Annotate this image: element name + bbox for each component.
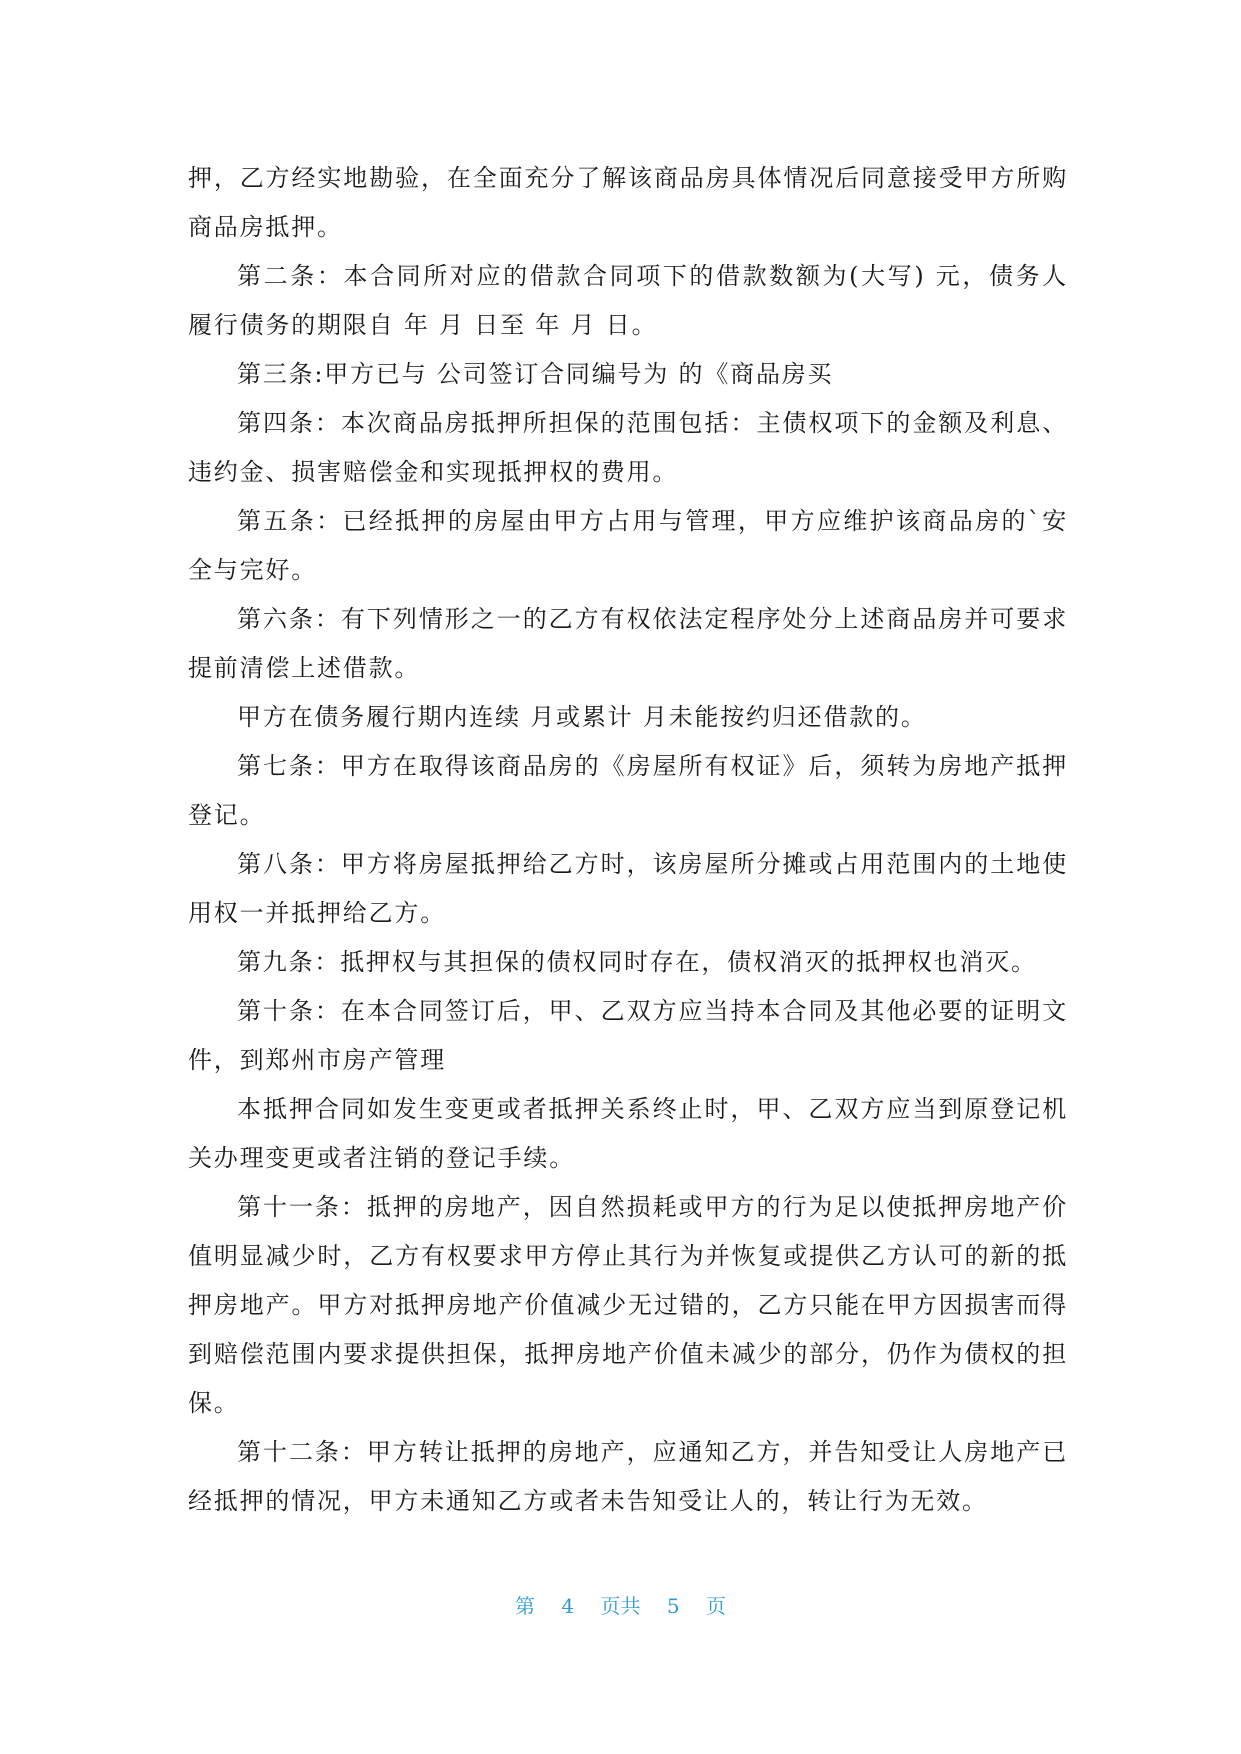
- footer-label-middle: 页共: [600, 1594, 641, 1618]
- paragraph: 第九条：抵押权与其担保的债权同时存在，债权消灭的抵押权也消灭。: [237, 948, 1037, 976]
- paragraph: 第四条：本次商品房抵押所担保的范围包括：主债权项下的金额及利息、违约金、损害赔偿金和实现抵押权的费用。: [188, 409, 1068, 486]
- paragraph: 第三条:甲方已与 公司签订合同编号为 的《商品房买: [237, 360, 834, 388]
- page-footer: [0, 1590, 1241, 1619]
- total-pages-number: 5: [666, 1594, 680, 1618]
- paragraph: 第十二条：甲方转让抵押的房地产，应通知乙方，并告知受让人房地产已经抵押的情况，甲方未通知乙方或者未告知受让人的，转让行为无效。: [188, 1438, 1068, 1515]
- paragraph: 押，乙方经实地勘验，在全面充分了解该商品房具体情况后同意接受甲方所购商品房抵押。: [188, 164, 1068, 241]
- paragraph: 甲方在债务履行期内连续 月或累计 月未能按约归还借款的。: [237, 703, 927, 731]
- paragraph: 第二条：本合同所对应的借款合同项下的借款数额为(大写) 元，债务人履行债务的期限自 年 月 日至 年 月 日。: [188, 262, 1068, 339]
- footer-label-suffix: 页: [705, 1594, 726, 1618]
- document-body: [188, 154, 1068, 1526]
- paragraph: 第七条：甲方在取得该商品房的《房屋所有权证》后，须转为房地产抵押登记。: [188, 752, 1068, 829]
- footer-label-prefix: 第: [515, 1594, 536, 1618]
- paragraph: 本抵押合同如发生变更或者抵押关系终止时，甲、乙双方应当到原登记机关办理变更或者注销的登记手续。: [188, 1095, 1068, 1172]
- paragraph: 第六条：有下列情形之一的乙方有权依法定程序处分上述商品房并可要求提前清偿上述借款。: [188, 605, 1068, 682]
- paragraph: 第十条：在本合同签订后，甲、乙双方应当持本合同及其他必要的证明文件，到郑州市房产管理: [188, 997, 1068, 1074]
- paragraph: 第五条：已经抵押的房屋由甲方占用与管理，甲方应维护该商品房的`安全与完好。: [188, 507, 1068, 584]
- current-page-number: 4: [561, 1594, 575, 1618]
- paragraph: 第十一条：抵押的房地产，因自然损耗或甲方的行为足以使抵押房地产价值明显减少时，乙方有权要求甲方停止其行为并恢复或提供乙方认可的新的抵押房地产。甲方对抵押房地产价值减少无过错的，乙方只能在甲方因损害而得到赔偿范围内要求提供担保，抵押房地产价值未减少的部分，仍作为债权的担保。: [188, 1193, 1068, 1417]
- paragraph: 第八条：甲方将房屋抵押给乙方时，该房屋所分摊或占用范围内的土地使用权一并抵押给乙方。: [188, 850, 1068, 927]
